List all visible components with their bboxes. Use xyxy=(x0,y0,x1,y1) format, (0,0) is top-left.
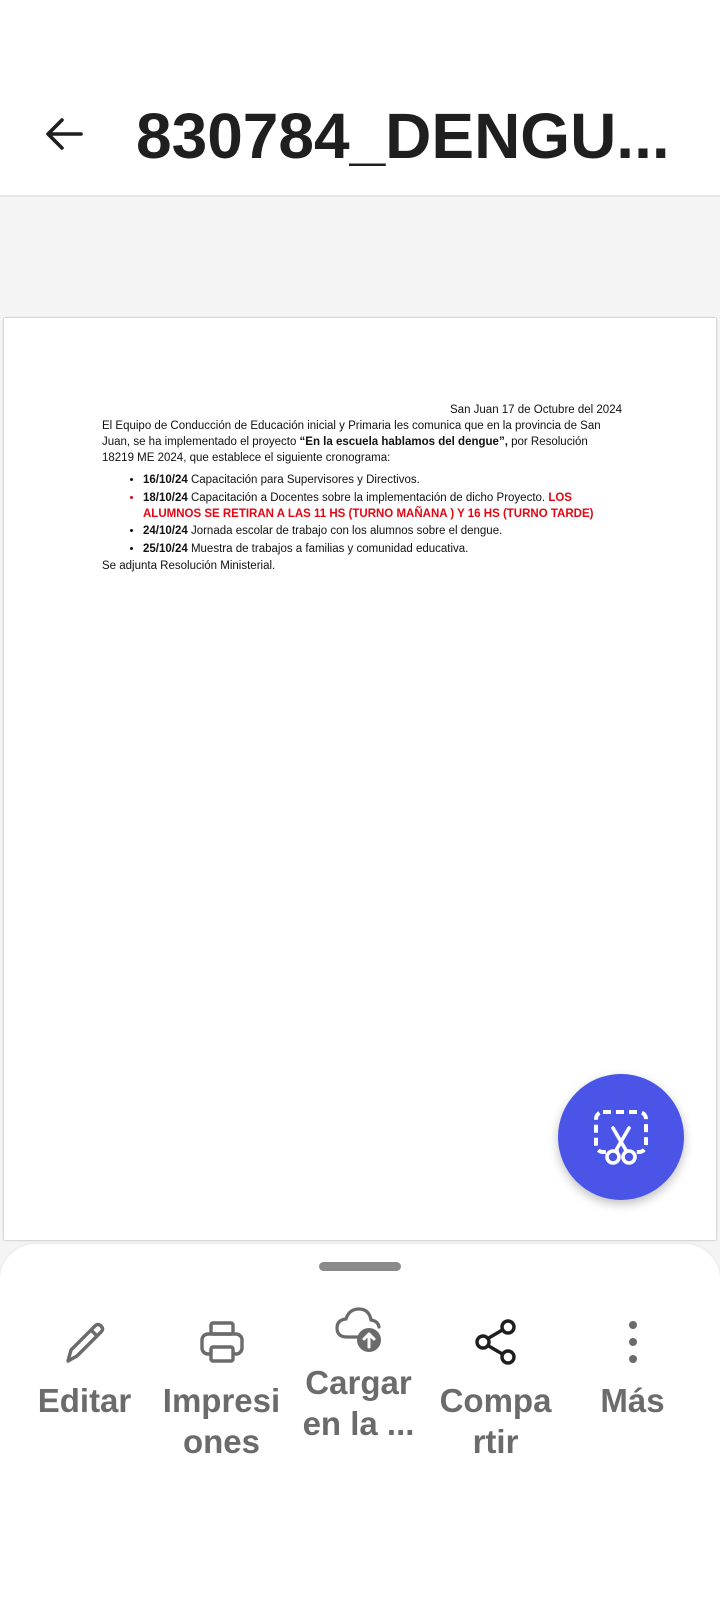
schedule-item: • 16/10/24 Capacitación para Supervisores y Directivos. xyxy=(143,472,622,488)
bottom-action-sheet xyxy=(0,1244,720,1600)
letter-date: San Juan 17 de Octubre del 2024 xyxy=(450,404,622,416)
scissors-selection-icon xyxy=(592,1108,650,1166)
document-title: 830784_DENGU... xyxy=(136,100,670,172)
action-bar xyxy=(0,1304,720,1462)
more-label: Más xyxy=(600,1382,665,1419)
arrow-left-icon xyxy=(43,113,85,155)
more-button[interactable] xyxy=(564,1304,701,1462)
document-content xyxy=(102,402,622,574)
more-vertical-icon xyxy=(608,1317,658,1367)
back-button[interactable] xyxy=(36,106,92,162)
schedule-item: • 24/10/24 Jornada escolar de trabajo con los alumnos sobre el dengue. xyxy=(143,523,622,539)
attachment-note: Se adjunta Resolución Ministerial. xyxy=(102,560,276,572)
share-button[interactable] xyxy=(427,1304,564,1462)
dismissal-notice: LOS ALUMNOS SE RETIRAN A LAS 11 HS (TURNO MAÑANA ) Y 16 HS (TURNO TARDE) xyxy=(143,491,594,520)
pencil-icon xyxy=(60,1317,110,1367)
upload-cloud-label: Cargar en la ... xyxy=(302,1364,415,1442)
printer-icon xyxy=(197,1317,247,1367)
schedule-list xyxy=(102,472,622,557)
share-label: Compa rtir xyxy=(439,1382,552,1460)
edit-label: Editar xyxy=(37,1382,132,1419)
upload-cloud-button[interactable] xyxy=(290,1304,427,1462)
print-label: Impresi ones xyxy=(162,1382,281,1460)
drag-handle[interactable] xyxy=(319,1262,401,1271)
print-button[interactable] xyxy=(153,1304,290,1462)
edit-button[interactable] xyxy=(16,1304,153,1462)
intro-paragraph: El Equipo de Conducción de Educación inicial y Primaria les comunica que en la provincia de San Juan, se ha implementado el proyecto “En la escuela hablamos del dengue”, por Resolución 18219 ME 2024, que establece el siguiente cronograma: xyxy=(102,420,601,464)
schedule-item: • 25/10/24 Muestra de trabajos a familias y comunidad educativa. xyxy=(143,541,622,557)
share-icon xyxy=(471,1317,521,1367)
schedule-item: • 18/10/24 Capacitación a Docentes sobre la implementación de dicho Proyecto. LOS ALUMNOS SE RETIRAN A LAS 11 HS (TURNO MAÑANA ) Y 16 HS (TURNO TARDE) xyxy=(143,490,622,522)
cloud-upload-icon xyxy=(333,1304,385,1356)
top-app-bar xyxy=(0,0,720,197)
crop-capture-button[interactable] xyxy=(558,1074,684,1200)
